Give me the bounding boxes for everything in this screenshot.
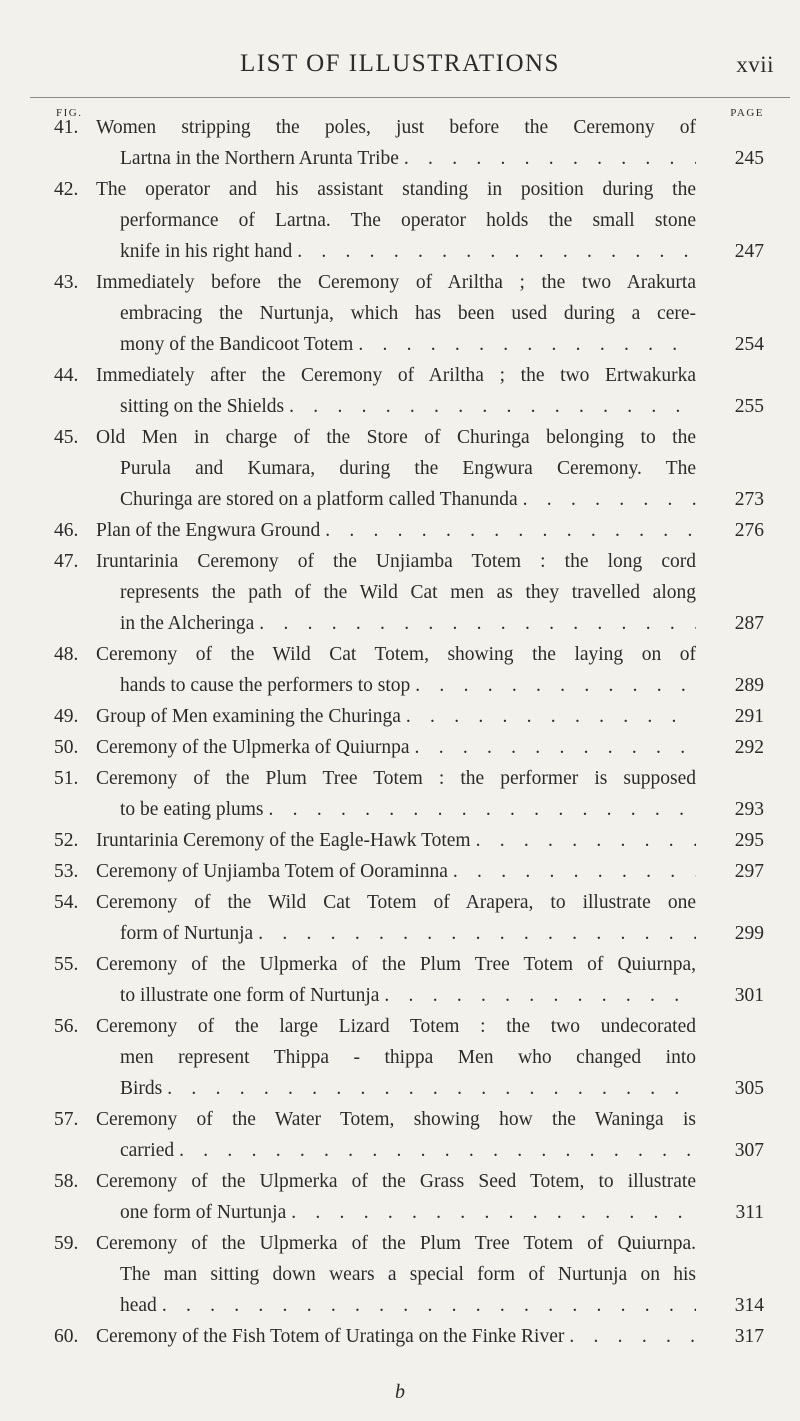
caption-last-line: [120, 329, 696, 360]
caption-text: Ceremony of the Ulpmerka of the Plum Tree Totem of Quiurnpa.: [96, 1233, 696, 1254]
entry-line: [0, 856, 800, 887]
caption-text: form of Nurtunja: [120, 923, 254, 944]
entry-line: [0, 1073, 800, 1104]
caption-text: head: [120, 1295, 157, 1316]
entry-line: [0, 546, 800, 577]
caption-last-line: [120, 670, 696, 701]
entry-line: [0, 918, 800, 949]
entry-line: [0, 1259, 800, 1290]
page-reference: 276: [734, 520, 764, 541]
entry-line: [0, 1042, 800, 1073]
caption-last-line: [96, 1321, 696, 1352]
list-entry: [0, 949, 800, 1011]
caption-text: Immediately after the Ceremony of Ariltha ; the two Ertwakurka: [96, 365, 696, 386]
list-entry: [0, 1011, 800, 1104]
page-reference: 314: [734, 1295, 764, 1316]
dot-leader: [401, 701, 696, 732]
caption-last-line: [120, 484, 696, 515]
dot-leader: [518, 484, 696, 515]
page-reference: 301: [734, 985, 764, 1006]
caption-text: Iruntarinia Ceremony of the Eagle-Hawk Totem: [96, 830, 471, 851]
list-entry: [0, 1321, 800, 1352]
entry-line: [0, 267, 800, 298]
caption-text: Women stripping the poles, just before the Ceremony of: [96, 117, 696, 138]
list-entry: [0, 422, 800, 515]
page-reference: 293: [734, 799, 764, 820]
page-reference: 254: [734, 334, 764, 355]
figure-number: 43.: [54, 272, 79, 293]
caption-text: Ceremony of the Fish Totem of Uratinga on the Finke River: [96, 1326, 565, 1347]
list-entry: [0, 887, 800, 949]
page-reference: 273: [734, 489, 764, 510]
entry-line: [0, 484, 800, 515]
caption-text: represents the path of the Wild Cat men as they travelled along: [120, 582, 696, 603]
caption-text: to illustrate one form of Nurtunja: [120, 985, 380, 1006]
figure-number: 41.: [54, 117, 79, 138]
page-reference: 255: [734, 396, 764, 417]
caption-text: Ceremony of Unjiamba Totem of Ooraminna: [96, 861, 448, 882]
list-entry: [0, 112, 800, 174]
caption-text: in the Alcheringa: [120, 613, 255, 634]
caption-text: Old Men in charge of the Store of Churinga belonging to the: [96, 427, 696, 448]
dot-leader: [353, 329, 696, 360]
list-entry: [0, 701, 800, 732]
entry-line: [0, 205, 800, 236]
figure-number: 49.: [54, 706, 79, 727]
caption-text: carried: [120, 1140, 175, 1161]
dot-leader: [410, 670, 696, 701]
page-reference: 287: [734, 613, 764, 634]
page-number: xvii: [736, 52, 774, 77]
caption-last-line: [120, 608, 696, 639]
page-reference: 291: [734, 706, 764, 727]
list-entry: [0, 1104, 800, 1166]
caption-last-line: [120, 980, 696, 1011]
entry-line: [0, 1166, 800, 1197]
figure-number: 59.: [54, 1233, 79, 1254]
entry-line: [0, 608, 800, 639]
entry-line: [0, 1321, 800, 1352]
dot-leader: [286, 1197, 696, 1228]
caption-last-line: [120, 391, 696, 422]
page-title: LIST OF ILLUSTRATIONS: [240, 50, 560, 77]
figure-number: 54.: [54, 892, 79, 913]
entry-line: [0, 298, 800, 329]
dot-leader: [292, 236, 696, 267]
dot-leader: [162, 1073, 696, 1104]
dot-leader: [399, 143, 696, 174]
caption-text: one form of Nurtunja: [120, 1202, 287, 1223]
entry-line: [0, 763, 800, 794]
dot-leader: [254, 608, 696, 639]
list-entry: [0, 856, 800, 887]
caption-last-line: [96, 701, 696, 732]
fig-column-heading: FIG.: [56, 107, 83, 119]
caption-last-line: [96, 856, 696, 887]
caption-text: Ceremony of the Water Totem, showing how the Waninga is: [96, 1109, 696, 1130]
dot-leader: [410, 732, 696, 763]
entry-line: [0, 732, 800, 763]
page-reference: 295: [734, 830, 764, 851]
entry-line: [0, 887, 800, 918]
figure-number: 56.: [54, 1016, 79, 1037]
caption-text: Ceremony of the Wild Cat Totem, showing the laying on of: [96, 644, 696, 665]
dot-leader: [174, 1135, 696, 1166]
figure-number: 57.: [54, 1109, 79, 1130]
entry-line: [0, 1290, 800, 1321]
caption-last-line: [96, 825, 696, 856]
signature-mark: b: [395, 1381, 405, 1403]
entry-line: [0, 174, 800, 205]
entry-line: [0, 1135, 800, 1166]
caption-text: Ceremony of the large Lizard Totem : the two undecorated: [96, 1016, 696, 1037]
caption-text: performance of Lartna. The operator holds the small stone: [120, 210, 696, 231]
entry-line: [0, 639, 800, 670]
list-entry: [0, 546, 800, 639]
entry-line: [0, 422, 800, 453]
header-rule: [30, 97, 790, 98]
page-column-heading: PAGE: [730, 107, 764, 119]
list-entry: [0, 515, 800, 546]
entry-line: [0, 1104, 800, 1135]
list-entry: [0, 639, 800, 701]
caption-text: Immediately before the Ceremony of Ariltha ; the two Arakurta: [96, 272, 696, 293]
dot-leader: [471, 825, 696, 856]
caption-text: hands to cause the performers to stop: [120, 675, 411, 696]
entry-line: [0, 794, 800, 825]
list-entry: [0, 174, 800, 267]
dot-leader: [379, 980, 696, 1011]
entry-line: [0, 1011, 800, 1042]
caption-last-line: [120, 1135, 696, 1166]
running-header: [0, 50, 800, 90]
page-reference: 311: [735, 1202, 764, 1223]
entry-line: [0, 453, 800, 484]
entry-line: [0, 1197, 800, 1228]
dot-leader: [320, 515, 696, 546]
figure-number: 44.: [54, 365, 79, 386]
caption-text: men represent Thippa - thippa Men who changed into: [120, 1047, 696, 1068]
list-entry: [0, 360, 800, 422]
entry-line: [0, 112, 800, 143]
caption-last-line: [96, 732, 696, 763]
caption-text: Ceremony of the Wild Cat Totem of Arapera, to illustrate one: [96, 892, 696, 913]
dot-leader: [448, 856, 696, 887]
entry-line: [0, 825, 800, 856]
entry-line: [0, 360, 800, 391]
caption-last-line: [120, 143, 696, 174]
figure-number: 46.: [54, 520, 79, 541]
caption-text: The man sitting down wears a special form of Nurtunja on his: [120, 1264, 696, 1285]
figure-number: 51.: [54, 768, 79, 789]
page-reference: 247: [734, 241, 764, 262]
figure-number: 55.: [54, 954, 79, 975]
caption-last-line: [120, 1073, 696, 1104]
list-entry: [0, 763, 800, 825]
caption-text: Ceremony of the Ulpmerka of the Grass Seed Totem, to illustrate: [96, 1171, 696, 1192]
caption-text: Group of Men examining the Churinga: [96, 706, 401, 727]
caption-last-line: [120, 1197, 696, 1228]
page-reference: 289: [734, 675, 764, 696]
entry-line: [0, 1228, 800, 1259]
figure-number: 47.: [54, 551, 79, 572]
caption-text: Ceremony of the Ulpmerka of Quiurnpa: [96, 737, 410, 758]
caption-text: sitting on the Shields: [120, 396, 285, 417]
dot-leader: [564, 1321, 696, 1352]
caption-text: embracing the Nurtunja, which has been used during a cere-: [120, 303, 696, 324]
page-reference: 299: [734, 923, 764, 944]
dot-leader: [284, 391, 696, 422]
entry-line: [0, 980, 800, 1011]
list-entry: [0, 1228, 800, 1321]
entry-line: [0, 329, 800, 360]
caption-text: knife in his right hand: [120, 241, 293, 262]
figure-number: 48.: [54, 644, 79, 665]
page-reference: 307: [734, 1140, 764, 1161]
entry-line: [0, 143, 800, 174]
figure-number: 45.: [54, 427, 79, 448]
caption-text: mony of the Bandicoot Totem: [120, 334, 354, 355]
page-reference: 305: [734, 1078, 764, 1099]
list-entry: [0, 825, 800, 856]
entry-line: [0, 701, 800, 732]
entry-line: [0, 515, 800, 546]
illustrations-list: [0, 112, 800, 1352]
figure-number: 50.: [54, 737, 79, 758]
figure-number: 58.: [54, 1171, 79, 1192]
dot-leader: [264, 794, 696, 825]
figure-number: 42.: [54, 179, 79, 200]
page-reference: 317: [734, 1326, 764, 1347]
entry-line: [0, 236, 800, 267]
caption-text: to be eating plums: [120, 799, 264, 820]
page-reference: 297: [734, 861, 764, 882]
caption-text: Lartna in the Northern Arunta Tribe: [120, 148, 399, 169]
figure-number: 53.: [54, 861, 79, 882]
figure-number: 60.: [54, 1326, 79, 1347]
entry-line: [0, 577, 800, 608]
entry-line: [0, 391, 800, 422]
dot-leader: [157, 1290, 696, 1321]
caption-text: Ceremony of the Ulpmerka of the Plum Tree Totem of Quiurnpa,: [96, 954, 696, 975]
entry-line: [0, 670, 800, 701]
list-entry: [0, 1166, 800, 1228]
caption-last-line: [120, 236, 696, 267]
caption-text: Ceremony of the Plum Tree Totem : the performer is supposed: [96, 768, 696, 789]
caption-text: Iruntarinia Ceremony of the Unjiamba Totem : the long cord: [96, 551, 696, 572]
caption-last-line: [96, 515, 696, 546]
page-reference: 245: [734, 148, 764, 169]
caption-text: Churinga are stored on a platform called Thanunda: [120, 489, 518, 510]
list-entry: [0, 267, 800, 360]
caption-text: Purula and Kumara, during the Engwura Ceremony. The: [120, 458, 696, 479]
caption-text: The operator and his assistant standing in position during the: [96, 179, 696, 200]
list-entry: [0, 732, 800, 763]
caption-last-line: [120, 1290, 696, 1321]
page-reference: 292: [734, 737, 764, 758]
figure-number: 52.: [54, 830, 79, 851]
caption-text: Birds: [120, 1078, 163, 1099]
dot-leader: [253, 918, 696, 949]
caption-last-line: [120, 794, 696, 825]
entry-line: [0, 949, 800, 980]
caption-text: Plan of the Engwura Ground: [96, 520, 321, 541]
caption-last-line: [120, 918, 696, 949]
